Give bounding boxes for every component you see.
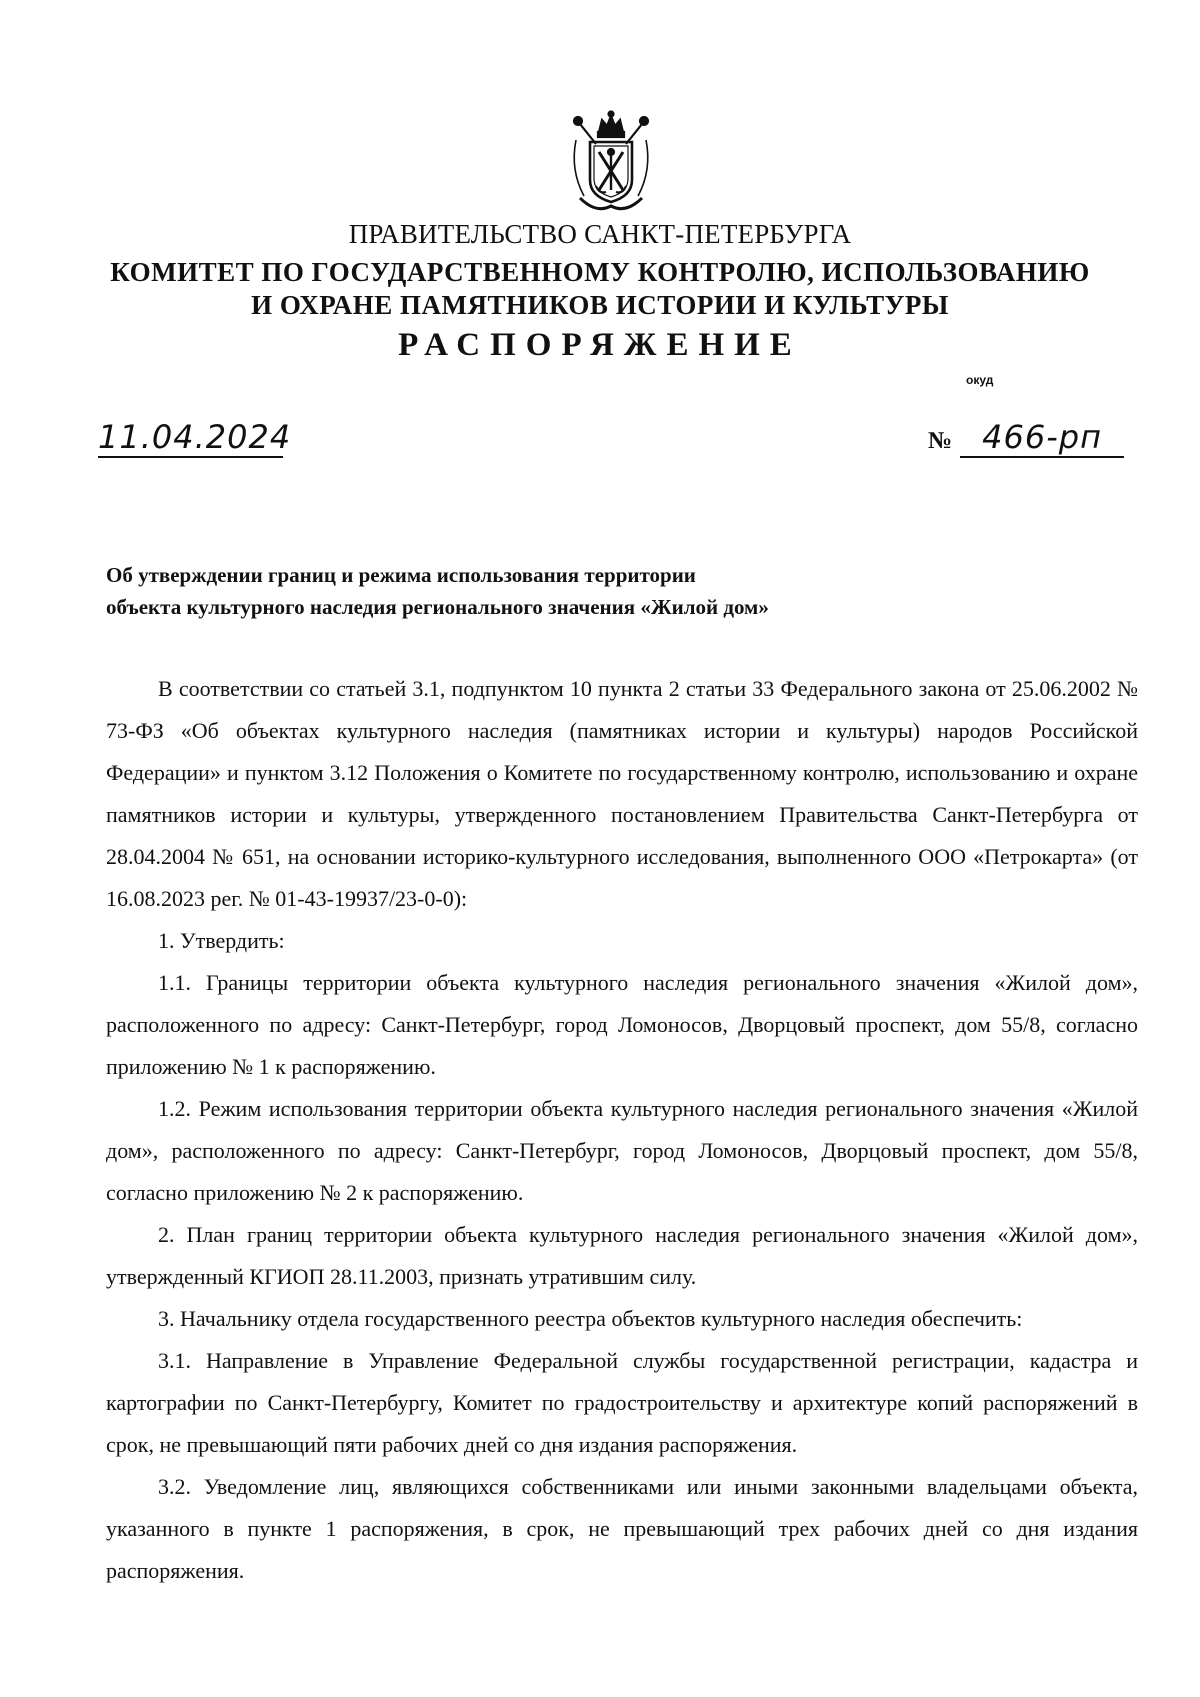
clause-2: 2. План границ территории объекта культурного наследия регионального значения «Жилой дом», утвержденный КГИОП 28.11.2003, признать утратившим силу. — [106, 1222, 1138, 1289]
subject-line-2: объекта культурного наследия регионального значения «Жилой дом» — [106, 595, 769, 619]
document-number-field — [960, 418, 1124, 458]
subject-line-1: Об утверждении границ и режима использования территории — [106, 563, 696, 587]
document-type-title: РАСПОРЯЖЕНИЕ — [398, 327, 802, 363]
government-name: ПРАВИТЕЛЬСТВО САНКТ-ПЕТЕРБУРГА — [348, 219, 852, 249]
committee-name-line-2: И ОХРАНЕ ПАМЯТНИКОВ ИСТОРИИ И КУЛЬТУРЫ — [251, 290, 949, 320]
clause-1-2: 1.2. Режим использования территории объекта культурного наследия регионального значения «Жилой дом», расположенного по адресу: Санкт-Петербург, город Ломоносов, Дворцовый проспект, дом 55/8, согласно приложению № 2 к распоряжению. — [106, 1096, 1138, 1205]
document-date: 11.04.2024 — [98, 418, 292, 456]
clause-3-1: 3.1. Направление в Управление Федеральной службы государственной регистрации, кадастра и картографии по Санкт-Петербургу, Комитет по градостроительству и архитектуре копий распоряжений в срок, не превышающий пяти рабочих дней со дня издания распоряжения. — [106, 1348, 1138, 1457]
okud-label: окуд — [966, 373, 994, 387]
clause-1: 1. Утвердить: — [158, 928, 285, 953]
coat-of-arms-icon — [566, 110, 656, 214]
document-body — [106, 668, 1138, 1592]
document-number-block — [928, 418, 1124, 458]
committee-name-line-1: КОМИТЕТ ПО ГОСУДАРСТВЕННОМУ КОНТРОЛЮ, ИСПОЛЬЗОВАНИЮ — [110, 257, 1090, 287]
clause-1-1: 1.1. Границы территории объекта культурного наследия регионального значения «Жилой дом», расположенного по адресу: Санкт-Петербург, город Ломоносов, Дворцовый проспект, дом 55/8, согласно приложению № 1 к распоряжению. — [106, 970, 1138, 1079]
clause-3-2: 3.2. Уведомление лиц, являющихся собственниками или иными законными владельцами объекта, указанного в пункте 1 распоряжения, в срок, не превышающий трех рабочих дней со дня издания распоряжения. — [106, 1474, 1138, 1583]
clause-3: 3. Начальнику отдела государственного реестра объектов культурного наследия обеспечить: — [158, 1306, 1023, 1331]
preamble-paragraph: В соответствии со статьей 3.1, подпунктом 10 пункта 2 статьи 33 Федерального закона от 25.06.2002 № 73-ФЗ «Об объектах культурного наследия (памятниках истории и культуры) народов Российской Федерации» и пунктом 3.12 Положения о Комитете по государственному контролю, использованию и охране памятников истории и культуры, утвержденного постановлением Правительства Санкт-Петербурга от 28.04.2004 № 651, на основании историко-культурного исследования, выполненного ООО «Петрокарта» (от 16.08.2023 рег. № 01-43-19937/23-0-0): — [106, 676, 1138, 911]
number-sign: № — [928, 428, 953, 454]
document-date-field — [98, 418, 292, 458]
document-subject — [106, 559, 1006, 623]
document-number: 466-рп — [982, 418, 1102, 456]
